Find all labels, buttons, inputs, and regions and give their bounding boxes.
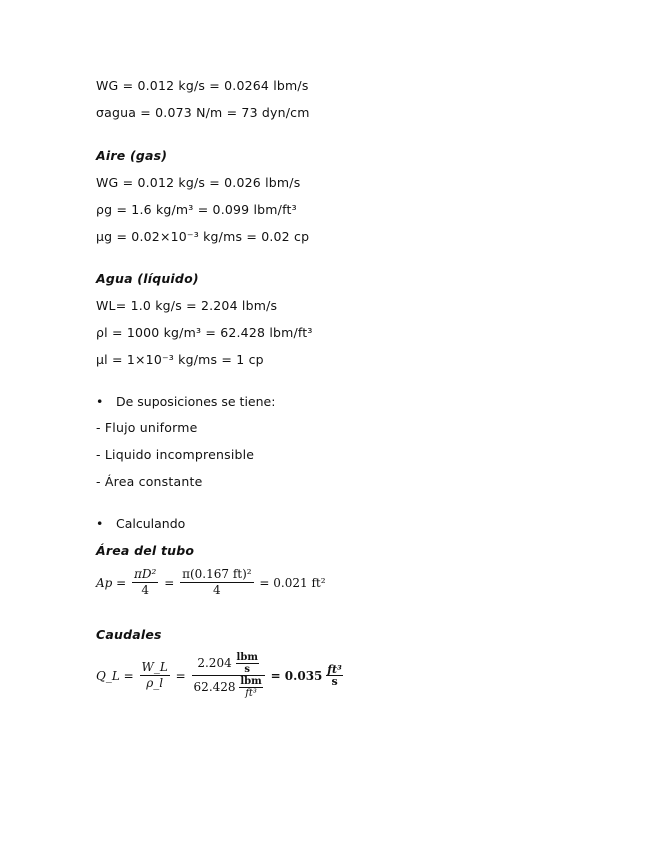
- flow-eq-den-unit-num: lbm: [240, 676, 262, 687]
- flow-eq-f2-den: [192, 676, 265, 699]
- gas-viscosity-line: µg = 0.02×10⁻³ kg/ms = 0.02 cp: [96, 229, 310, 244]
- bullet-dot-icon: •: [96, 516, 104, 531]
- gas-density-line: ρg = 1.6 kg/m³ = 0.099 lbm/ft³: [96, 202, 297, 217]
- bullet-suposiciones-text: De suposiciones se tiene:: [116, 394, 276, 409]
- flow-eq-fraction-2: [192, 652, 265, 699]
- assumption-constant-area: - Área constante: [96, 474, 203, 489]
- flow-eq-f1-den: ρ_l: [146, 676, 164, 690]
- bullet-suposiciones: [96, 394, 275, 409]
- flow-eq-result-value: = 0.035: [270, 668, 323, 683]
- bullet-calculando-text: Calculando: [116, 516, 186, 531]
- caudales-heading: Caudales: [96, 627, 162, 642]
- flow-eq-den-value: 62.428: [193, 680, 236, 694]
- liquid-mass-flow-line: WL= 1.0 kg/s = 2.204 lbm/s: [96, 298, 278, 313]
- area-eq-result: = 0.021 ft²: [259, 575, 326, 590]
- area-eq-fraction-2: [180, 567, 254, 598]
- liquid-viscosity-line: µl = 1×10⁻³ kg/ms = 1 cp: [96, 352, 264, 367]
- area-eq-f2-num: π(0.167 ft)²: [182, 567, 252, 581]
- flow-eq-result-unit-num: ft³: [327, 663, 342, 676]
- gas-mass-flow-line-1: WG = 0.012 kg/s = 0.0264 lbm/s: [96, 78, 309, 93]
- area-eq-f1-den: 4: [141, 583, 150, 597]
- flow-eq-num-value: 2.204: [197, 656, 232, 670]
- flow-equation: [96, 652, 343, 699]
- area-heading: Área del tubo: [96, 543, 195, 558]
- flow-eq-num-unit-num: lbm: [236, 652, 258, 663]
- area-eq-lhs: Ap =: [96, 575, 127, 590]
- assumption-incompressible: - Liquido incomprensible: [96, 447, 255, 462]
- gas-mass-flow-line-2: WG = 0.012 kg/s = 0.026 lbm/s: [96, 175, 301, 190]
- flow-eq-num-unit: [236, 652, 259, 675]
- bullet-calculando: [96, 516, 185, 531]
- area-eq-f2-den: 4: [213, 583, 221, 597]
- aire-heading: Aire (gas): [96, 148, 168, 163]
- assumption-uniform-flow: - Flujo uniforme: [96, 420, 198, 435]
- flow-eq-f2-num: [192, 652, 265, 676]
- area-equation: [96, 567, 326, 598]
- flow-eq-num-unit-den: s: [244, 664, 251, 675]
- bullet-dot-icon: •: [96, 394, 104, 409]
- flow-eq-fraction-1: [140, 660, 170, 691]
- flow-eq-lhs: Q_L =: [96, 668, 134, 683]
- agua-heading: Agua (líquido): [96, 271, 199, 286]
- liquid-density-line: ρl = 1000 kg/m³ = 62.428 lbm/ft³: [96, 325, 313, 340]
- flow-eq-result-unit-den: s: [331, 675, 338, 688]
- area-eq-equals: =: [164, 575, 175, 590]
- area-eq-f1-num: πD²: [134, 567, 157, 581]
- flow-eq-f1-num: W_L: [141, 660, 168, 674]
- flow-eq-den-unit-den: ft³: [245, 688, 257, 699]
- surface-tension-line: σagua = 0.073 N/m = 73 dyn/cm: [96, 105, 310, 120]
- flow-eq-equals: =: [175, 668, 186, 683]
- flow-eq-den-unit: [239, 676, 262, 699]
- flow-eq-result-unit: [326, 664, 343, 687]
- area-eq-fraction-1: [132, 567, 158, 598]
